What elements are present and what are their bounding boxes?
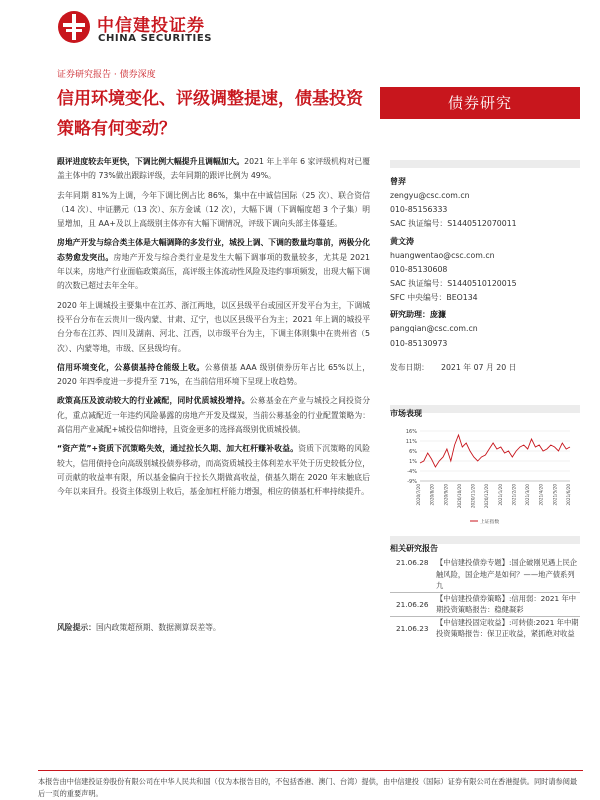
paragraph <box>57 189 370 232</box>
chart-ytick-label: 1% <box>409 459 417 465</box>
related-date: 21.06.28 <box>396 558 429 567</box>
chart-ytick-label: 6% <box>409 449 417 455</box>
analyst-sfc: SFC 中央编号：BEO134 <box>390 293 478 303</box>
related-text[interactable]: 【中信建投固定收益】:可转债:2021 年中期投资策略报告：保卫正收益，紧抓绝对收益 <box>436 617 579 638</box>
market-chart <box>390 427 580 527</box>
paragraph-lead: 跟评进度较去年更快，下调比例大幅提升且调幅加大。 <box>57 157 245 166</box>
assistant-email[interactable]: pangqian@csc.com.cn <box>390 324 478 334</box>
chart-xtick-label: 2020/7/20 <box>416 484 421 506</box>
report-body <box>57 155 370 505</box>
chart-xtick-label: 2020/8/20 <box>429 484 435 506</box>
chart-xtick-label: 2021/1/20 <box>497 484 503 506</box>
paragraph-lead: 信用环境变化，公募债基持仓能级上收。 <box>57 362 205 372</box>
paragraph-text: 公募债基 AAA 级别债券历年占比 65%以上，2020 年四季度进一步提升至 71%，在当前信用环境下呈现上收趋势。 <box>57 362 370 387</box>
risk-warning <box>57 621 370 635</box>
paragraph <box>57 236 370 293</box>
paragraph <box>57 442 370 499</box>
analyst-name: 黄文涛 <box>390 236 414 246</box>
logo-mark-icon <box>57 10 91 44</box>
assistant-name <box>390 308 580 322</box>
footer-disclaimer: 本报告由中信建投证券股份有限公司在中华人民共和国（仅为本报告目的，不包括香港、澳门、台湾）提供，由中信建投（国际）证券有限公司在香港提供。同时请参阅最后一页的重要声明。 <box>38 777 578 798</box>
logo-en-text: CHINA SECURITIES <box>98 33 213 44</box>
analyst-name: 曾羿 <box>390 177 406 186</box>
chart-xtick-label: 2020/10/20 <box>456 484 462 509</box>
company-logo <box>57 9 227 49</box>
chart-ytick-label: -9% <box>407 479 417 485</box>
analyst-block <box>390 175 580 375</box>
paragraph-lead: 政策高压及波动较大的行业减配，同时优质城投增持。 <box>57 396 250 406</box>
publish-date <box>390 361 580 375</box>
related-text[interactable]: 【中信建投债券策略】:信用弱：2021 年中期投资策略报告：稳健凝彩 <box>436 593 577 614</box>
paragraph <box>57 155 370 184</box>
logo-cn-text: 中信建投证券 <box>97 16 205 36</box>
related-item[interactable] <box>390 557 580 592</box>
publish-value: 2021 年 07 月 20 日 <box>440 362 517 372</box>
chart-xtick-label: 2021/4/20 <box>538 484 544 506</box>
paragraph-text: 2020 年上调城投主要集中在江苏、浙江两地，以区县级平台或园区开发平台为主，下调城投平台分布在云贵川一级内蒙、甘肃、辽宁，也以区县级平台为主；2021 年上调的城投平台分布在江苏、四川及湖南、河北、江西，以市级平台为主，下调主体则集中在贵州省（5 次）、内蒙等地，市级、区县级均有。 <box>57 300 370 353</box>
sidebar-divider <box>390 160 580 168</box>
report-category: 证券研究报告 · 债券深度 <box>57 70 156 80</box>
paragraph <box>57 361 370 390</box>
chart-xtick-label: 2021/5/20 <box>552 484 558 506</box>
related-text[interactable]: 【中信建投债券专题】:国企破刚见遇上民企触风险，国企地产是如何？——地产债系列九 <box>436 558 578 590</box>
chart-xtick-label: 2020/12/20 <box>484 484 490 509</box>
chart-xtick-label: 2020/11/20 <box>470 484 476 509</box>
paragraph-text: 资质下沉策略的风险较大，信用债持仓向高级别城投债券移动，而高资质城投主体利差水平处于历史较低分位，可贡献的收益率有限，所以基金偏向于拉长久期做高收益，债基久期在 2020 年末触底后今年以来回升。投资主体级别上收后，基金加杠杆能力增强，相应的债基杠杆率持续提升。 <box>57 444 371 497</box>
risk-lead: 风险提示： <box>57 623 96 632</box>
chart-xtick-label: 2020/9/20 <box>443 484 449 506</box>
paragraph-text: 去年同期 81%为上调，今年下调比例占比 86%，集中在中诚信国际（25 次）、联合资信（14 次）、中证鹏元（13 次）、东方金诚（12 次），大幅下调（下调幅度超 3 个子集）明显增加，且 AA+及以上高级别主体亦有大幅下调情况，评级下调向头部主体蔓延。 <box>57 190 370 229</box>
chart-xtick-label: 2021/2/20 <box>511 484 517 506</box>
chart-xtick-label: 2021/3/20 <box>525 484 531 506</box>
assistant-label: 研究助理： <box>390 310 430 320</box>
analyst-license: SAC 执证编号：S1440510120015 <box>390 279 517 289</box>
paragraph-text: 2021 年上半年 6 家评级机构对已覆盖主体中的 73%做出跟踪评级，去年同期的跟评比例为 49%。 <box>57 157 370 181</box>
analyst-phone: 010-85130608 <box>390 264 448 274</box>
chart-ytick-label: -4% <box>407 469 417 475</box>
paragraph-lead: “资产荒”+资质下沉策略失效，通过拉长久期、加大杠杆赚补收益。 <box>57 444 299 454</box>
analyst-license: SAC 执证编号：S1440512070011 <box>390 219 517 229</box>
chart-legend-label: 上证指数 <box>480 520 500 525</box>
assistant-value: 庞濂 <box>430 310 446 320</box>
paragraph-lead: 房地产开发与综合类主体是大幅调降的多发行业，城投上调、下调的数量均靠前，两极分化态势愈发突出。 <box>57 238 370 262</box>
paragraph <box>57 394 370 437</box>
related-title: 相关研究报告 <box>390 544 438 553</box>
assistant-phone: 010-85130973 <box>390 338 448 348</box>
chart-ytick-label: 11% <box>405 439 417 445</box>
related-date: 21.06.23 <box>396 623 429 633</box>
section-banner: 债券研究 <box>380 87 580 119</box>
analyst-email[interactable]: huangwentao@csc.com.cn <box>390 250 495 260</box>
related-date: 21.06.26 <box>396 599 429 609</box>
paragraph-text: 公募基金在产业与城投之间投资分化，重点减配近一年违约风险暴露的房地产开发及煤炭，当前公募基金的行业配置策略为：高信用产业减配+城投信仰增持，且资金更多的选择高级别优质城投债。 <box>57 396 371 435</box>
analyst-email[interactable]: zengyu@csc.com.cn <box>390 191 470 200</box>
chart-xtick-label: 2021/6/20 <box>566 484 571 506</box>
related-item[interactable] <box>390 593 580 616</box>
analyst-phone: 010-85156333 <box>390 205 448 215</box>
report-title: 信用环境变化、评级调整提速，债基投资策略有何变动？ <box>57 89 363 139</box>
footer-divider <box>38 770 583 771</box>
chart-ytick-label: 16% <box>405 429 417 435</box>
related-item[interactable] <box>390 617 580 640</box>
risk-text: 国内政策超预期、数据测算误差等。 <box>95 623 221 632</box>
publish-label: 发布日期： <box>390 362 429 372</box>
paragraph <box>57 299 370 356</box>
related-list <box>390 557 580 640</box>
market-title: 市场表现 <box>390 409 422 418</box>
paragraph-text: 房地产开发与综合类行业是发生大幅下调事项的数量较多，尤其是 2021 年以来，房地产行业面临政策高压，高评级主体流动性风险及违约事项频发，出现大幅下调的次数已超过去年全年。 <box>57 252 370 291</box>
